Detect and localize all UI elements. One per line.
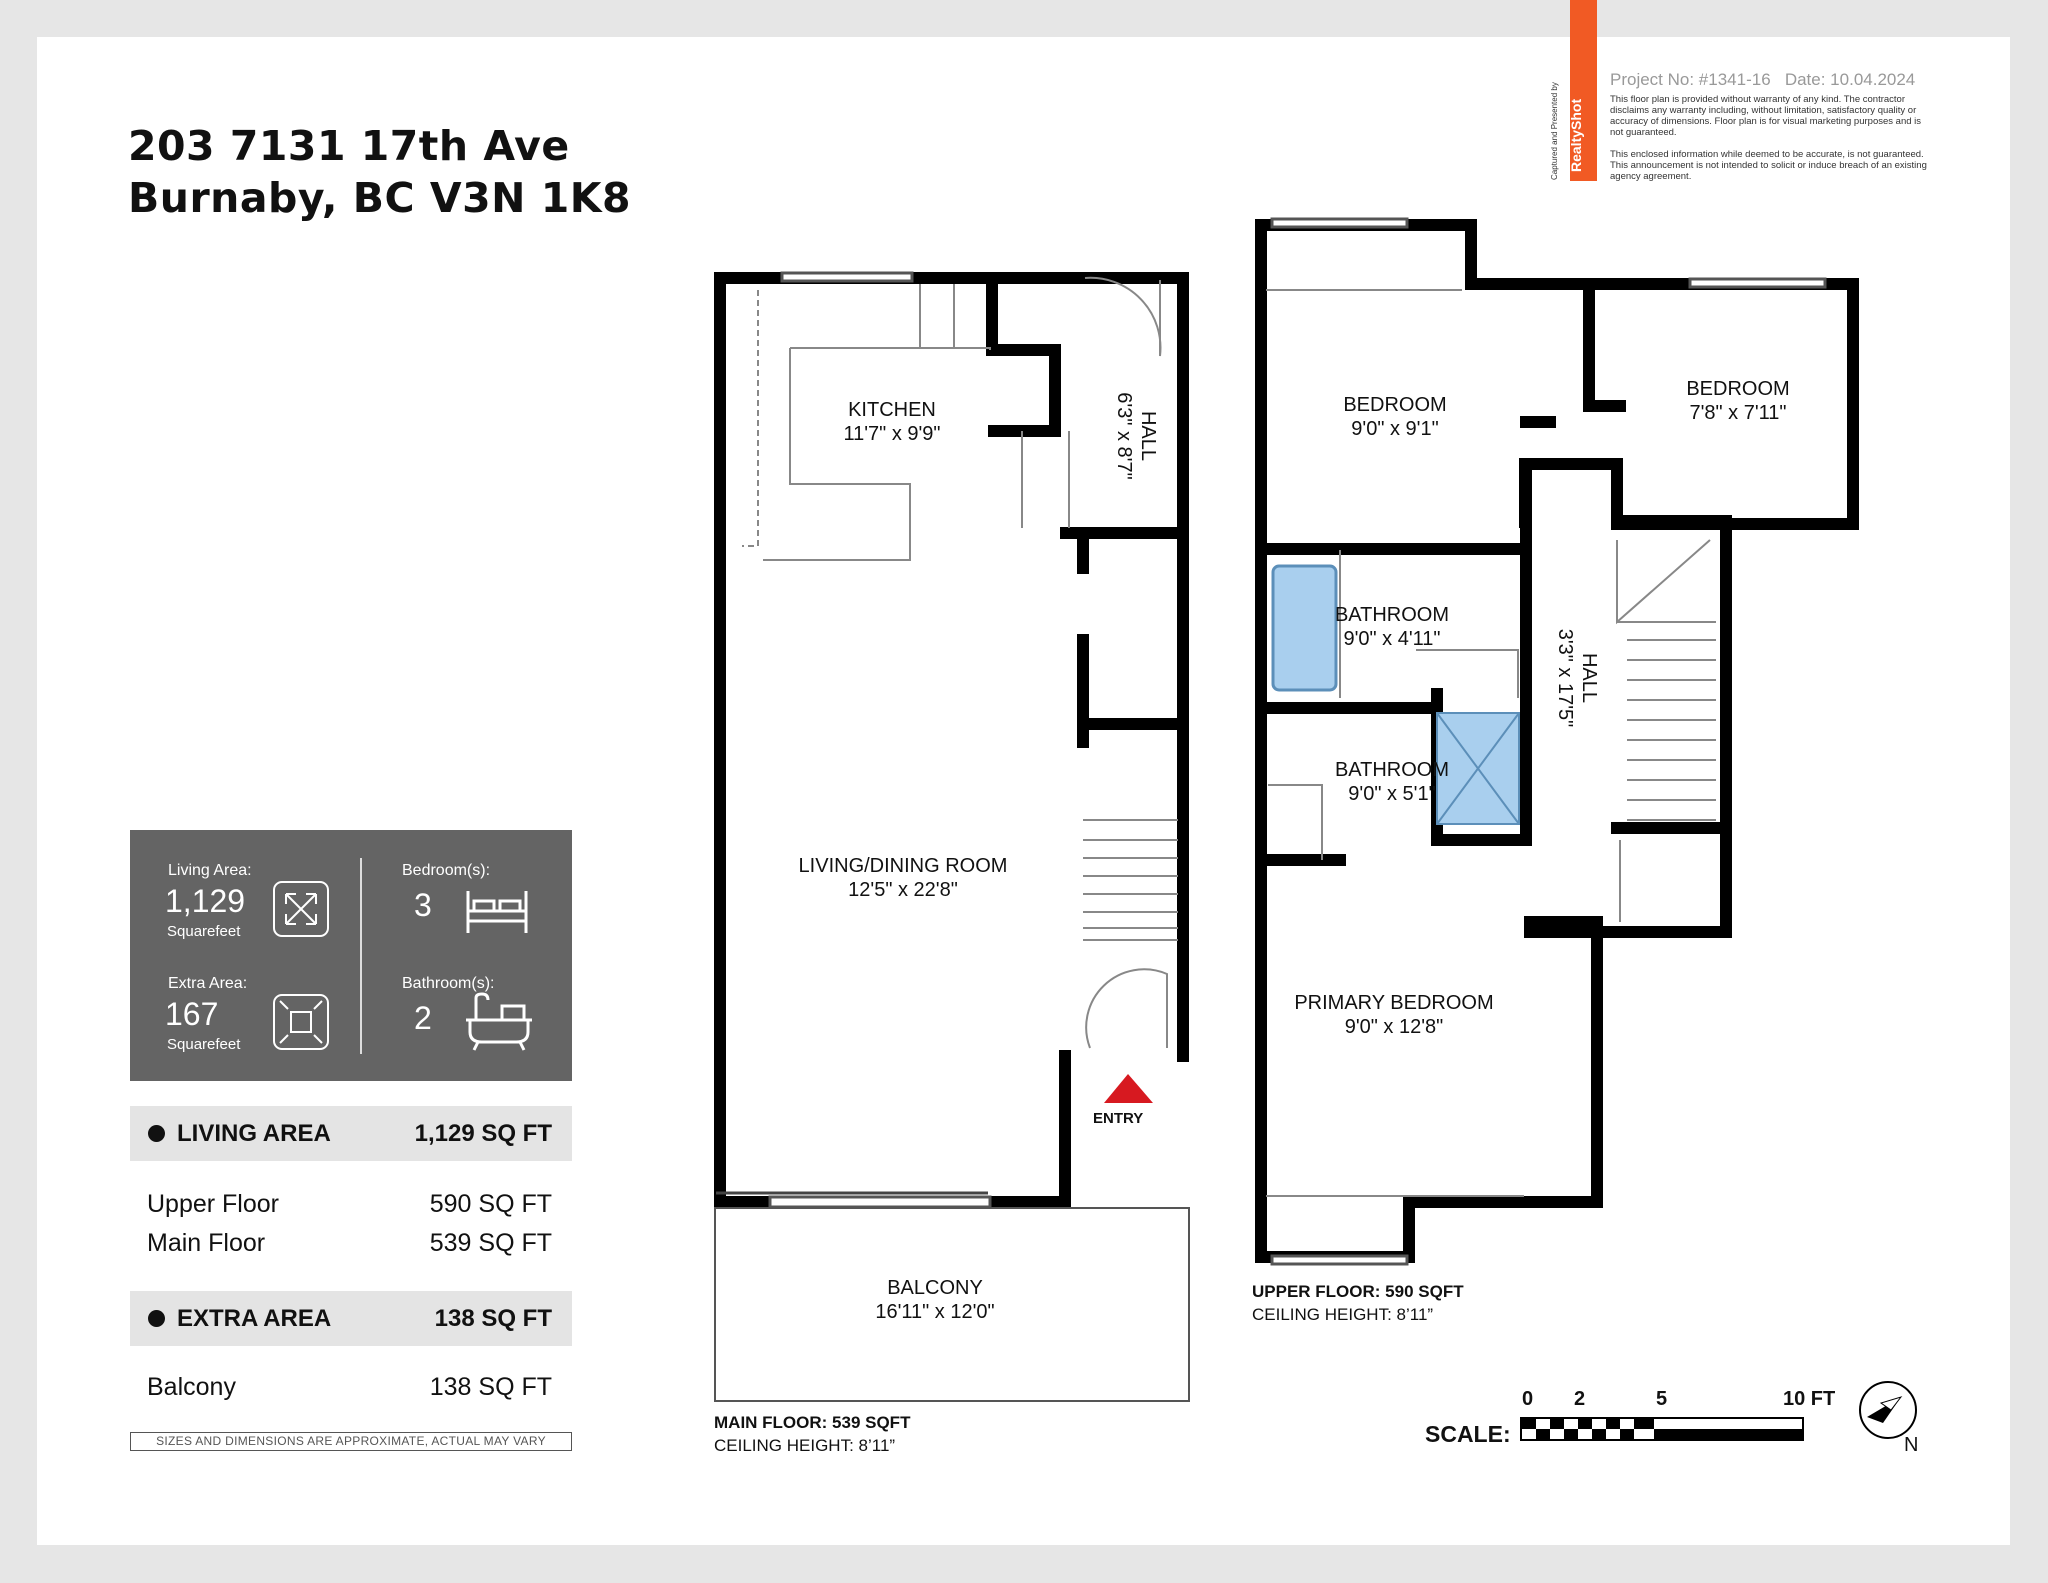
extra-area-unit: Squarefeet <box>167 1036 241 1053</box>
room-name: BEDROOM <box>1343 394 1447 416</box>
room-name: PRIMARY BEDROOM <box>1294 992 1494 1014</box>
row-label: Main Floor <box>147 1229 266 1257</box>
extra-area-summary-label: EXTRA AREA <box>177 1305 332 1332</box>
room-name: LIVING/DINING ROOM <box>798 855 1008 877</box>
scale-tick-0: 0 <box>1522 1388 1534 1410</box>
disclaimer-2: This enclosed information while deemed to be accurate, is not guaranteed. This announcement is not intended to solicit or induce breach of an existing agency agreement. <box>1610 149 1927 182</box>
project-number: Project No: #1341-16 <box>1610 70 1771 89</box>
upper-floor-windows <box>1272 219 1825 1264</box>
room-hall-main <box>1112 366 1160 506</box>
room-living-dining <box>773 854 1033 902</box>
address-line1: 203 7131 17th Ave <box>128 122 570 170</box>
room-dims: 16'11" x 12'0" <box>875 1301 995 1323</box>
room-hall-upper <box>1553 608 1601 748</box>
bedrooms-value: 3 <box>414 887 432 923</box>
compass-icon <box>1857 1379 1919 1441</box>
room-bathroom-1 <box>1322 603 1462 651</box>
extra-area-summary-value: 138 SQ FT <box>434 1305 552 1332</box>
bathrooms-label: Bathroom(s): <box>402 975 495 992</box>
project-date: Date: 10.04.2024 <box>1784 70 1916 89</box>
room-dims: 7'8" x 7'11" <box>1689 402 1787 424</box>
row-value: 590 SQ FT <box>429 1190 552 1218</box>
captured-by-text: Captured and Presented by <box>1550 82 1559 180</box>
entry-label: ENTRY <box>1093 1110 1144 1127</box>
disclaimer-1: This floor plan is provided without warranty of any kind. The contractor disclaims any warranty including, without limitation, satisfactory quality or accuracy of dimensions. Floor plan is for visual marketing purposes and is not guaranteed. <box>1610 94 1922 138</box>
room-bathroom-2 <box>1322 758 1462 806</box>
room-name: HALL <box>1578 652 1600 704</box>
room-name: BATHROOM <box>1334 604 1450 626</box>
room-primary-bedroom <box>1284 991 1504 1039</box>
room-balcony <box>855 1276 1015 1324</box>
approximate-note: SIZES AND DIMENSIONS ARE APPROXIMATE, ACTUAL MAY VARY <box>130 1432 572 1451</box>
room-dims: 9'0" x 4'11" <box>1343 628 1441 650</box>
brand-name: RealtyShot <box>1568 98 1584 172</box>
room-dims: 9'0" x 12'8" <box>1344 1016 1444 1038</box>
compass-north: N <box>1904 1434 1919 1456</box>
upper-floor-label: UPPER FLOOR: 590 SQFT <box>1252 1282 1464 1301</box>
living-area-value: 1,129 <box>165 883 246 919</box>
room-bedroom-1 <box>1325 393 1465 441</box>
scale-bar <box>1520 1417 1805 1443</box>
main-floor-label: MAIN FLOOR: 539 SQFT <box>714 1413 911 1432</box>
address-line2: Burnaby, BC V3N 1K8 <box>128 174 632 222</box>
room-kitchen <box>822 398 962 446</box>
row-label: Upper Floor <box>147 1190 279 1218</box>
room-name: BATHROOM <box>1334 759 1450 781</box>
extra-area-label: Extra Area: <box>168 975 248 992</box>
row-value: 539 SQ FT <box>429 1229 552 1257</box>
room-name: KITCHEN <box>848 399 936 421</box>
room-dims: 11'7" x 9'9" <box>843 423 941 445</box>
living-area-label: Living Area: <box>168 862 252 879</box>
upper-floor-ceiling: CEILING HEIGHT: 8’11” <box>1252 1305 1434 1324</box>
scale-tick-10: 10 FT <box>1783 1388 1836 1410</box>
row-value: 138 SQ FT <box>429 1373 552 1401</box>
room-name: BEDROOM <box>1686 378 1790 400</box>
bathrooms-value: 2 <box>414 1000 432 1036</box>
room-bedroom-2 <box>1668 377 1808 425</box>
room-dims: 9'0" x 5'1" <box>1348 783 1436 805</box>
scale-tick-5: 5 <box>1656 1388 1668 1410</box>
bedrooms-label: Bedroom(s): <box>402 862 491 879</box>
room-name: HALL <box>1137 410 1159 462</box>
living-area-unit: Squarefeet <box>167 923 241 940</box>
scale-tick-2: 2 <box>1574 1388 1586 1410</box>
entry-arrow-icon <box>1104 1074 1153 1103</box>
living-area-summary-value: 1,129 SQ FT <box>414 1120 552 1147</box>
row-label: Balcony <box>147 1373 236 1401</box>
living-area-summary-label: LIVING AREA <box>177 1120 331 1147</box>
main-floor-ceiling: CEILING HEIGHT: 8’11” <box>714 1436 896 1455</box>
scale-label: SCALE: <box>1425 1421 1511 1447</box>
room-name: BALCONY <box>887 1277 983 1299</box>
room-dims: 12'5" x 22'8" <box>848 879 958 901</box>
room-dims: 6'3" x 8'7" <box>1113 392 1135 480</box>
room-dims: 3'3" x 17'5" <box>1554 628 1576 728</box>
room-dims: 9'0" x 9'1" <box>1351 418 1439 440</box>
extra-area-value: 167 <box>165 996 219 1032</box>
